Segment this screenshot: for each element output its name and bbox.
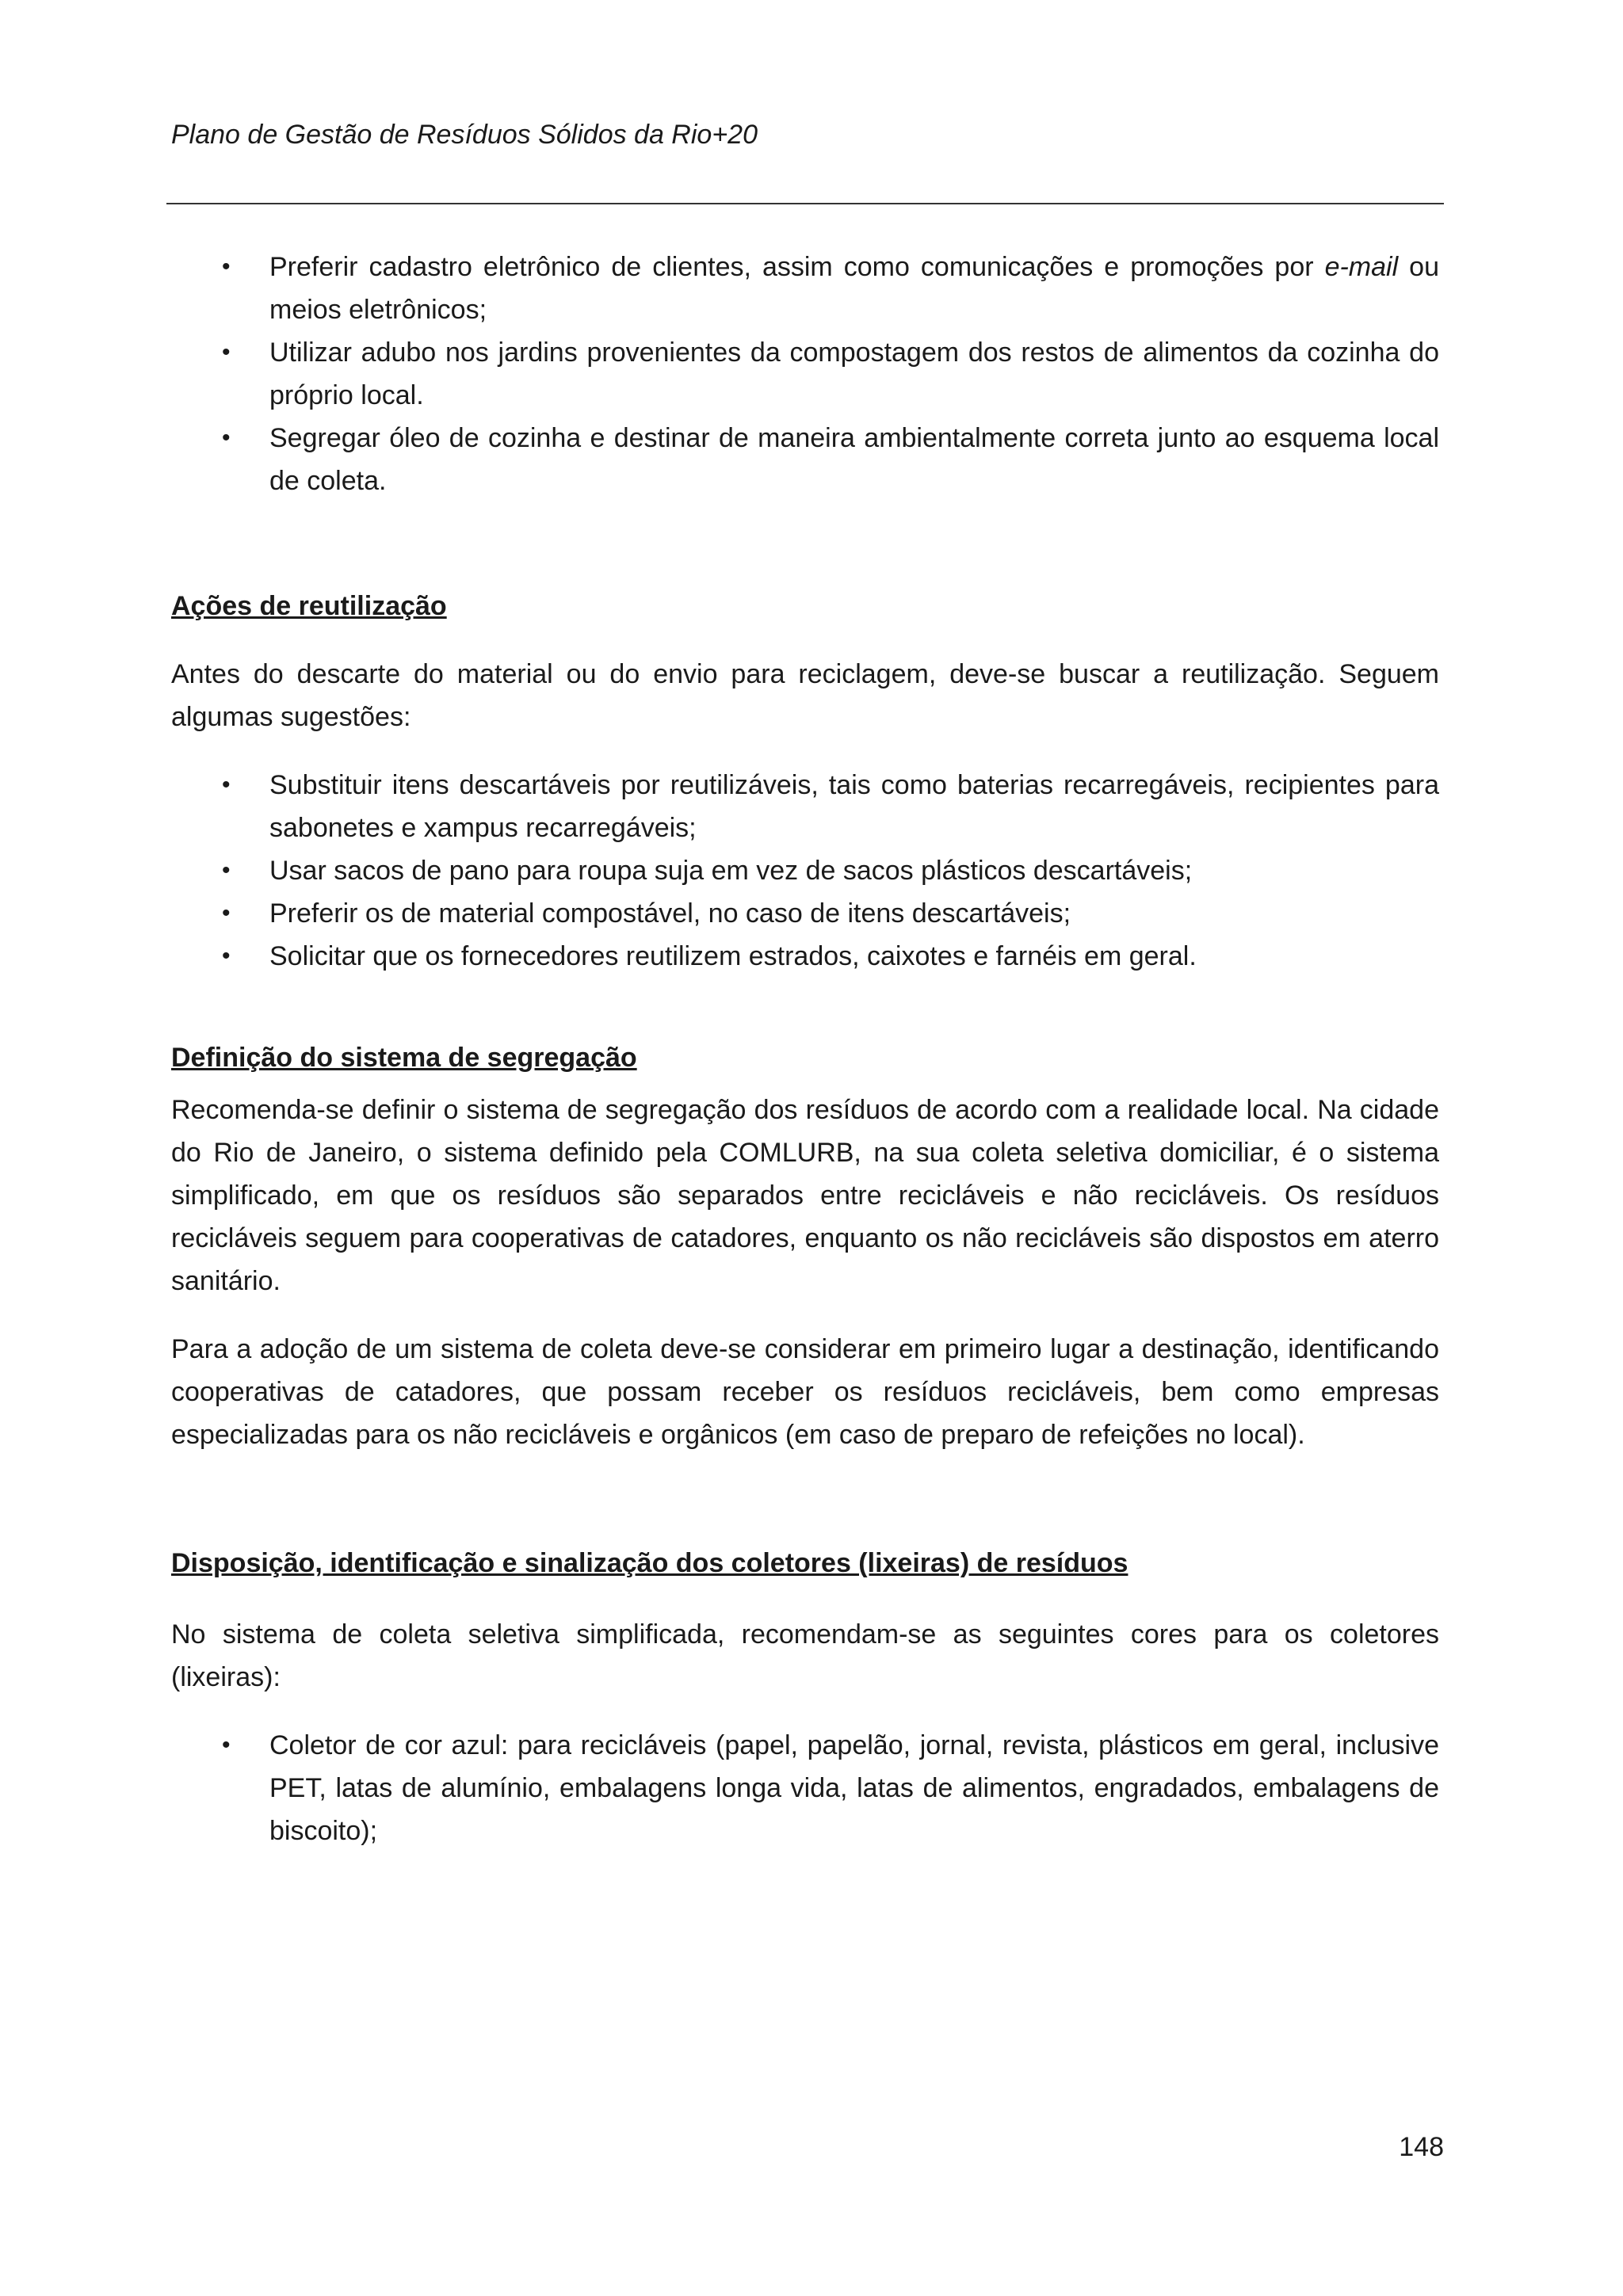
- list-item: [171, 417, 1439, 502]
- collectors-paragraph: No sistema de coleta seletiva simplificada, recomendam-se as seguintes cores para os coletores (lixeiras):: [171, 1619, 1439, 1692]
- list-item-text-end: ou meios eletrônicos;: [269, 252, 1439, 325]
- segregation-paragraph-1: Recomenda-se definir o sistema de segregação dos resíduos de acordo com a realidade local. Na cidade do Rio de Janeiro, o sistema definido pela COMLURB, na sua coleta seletiva domiciliar, é o sistema simplificado, em que os resíduos são separados entre recicláveis e não recicláveis. Os resíduos recicláveis seguem para cooperativas de catadores, enquanto os não recicláveis são dispostos em aterro sanitário.: [171, 1095, 1439, 1296]
- bullet-icon: •: [222, 254, 231, 280]
- bullet-icon: •: [222, 857, 231, 883]
- list-item: [171, 935, 1439, 978]
- list-item: [171, 1724, 1439, 1852]
- list-item-text: Preferir os de material compostável, no caso de itens descartáveis;: [269, 898, 1071, 929]
- list-item-emphasis: e-mail: [1324, 252, 1399, 282]
- list-item-text: Coletor de cor azul: para recicláveis (papel, papelão, jornal, revista, plásticos em geral, inclusive PET, latas de alumínio, embalagens longa vida, latas de alimentos, engradados, embalagens de biscoito);: [269, 1730, 1439, 1846]
- segregation-paragraph-2: Para a adoção de um sistema de coleta deve-se considerar em primeiro lugar a destinação, identificando cooperativas de catadores, que possam receber os resíduos recicláveis, bem como empresas especializadas para os não recicláveis e orgânicos (em caso de preparo de refeições no local).: [171, 1334, 1439, 1450]
- list-item: [171, 246, 1439, 331]
- list-item: [171, 331, 1439, 417]
- bullet-icon: •: [222, 772, 231, 798]
- intro-bullet-list: [171, 246, 1439, 502]
- list-item-text: Usar sacos de pano para roupa suja em vez de sacos plásticos descartáveis;: [269, 856, 1193, 886]
- section-heading-collectors: Disposição, identificação e sinalização dos coletores (lixeiras) de resíduos: [171, 1548, 1128, 1578]
- page-number: 148: [1399, 2132, 1444, 2162]
- reuse-bullet-list: [171, 764, 1439, 978]
- bullet-icon: •: [222, 943, 231, 969]
- section-heading-segregation: Definição do sistema de segregação: [171, 1043, 637, 1073]
- reuse-paragraph: Antes do descarte do material ou do envio para reciclagem, deve-se buscar a reutilização. Seguem algumas sugestões:: [171, 659, 1439, 732]
- running-header: Plano de Gestão de Resíduos Sólidos da Rio+20: [171, 120, 758, 150]
- list-item-text: Substituir itens descartáveis por reutilizáveis, tais como baterias recarregáveis, recipientes para sabonetes e xampus recarregáveis;: [269, 770, 1439, 843]
- list-item: [171, 892, 1439, 935]
- bullet-icon: •: [222, 900, 231, 926]
- list-item: [171, 764, 1439, 849]
- header-divider: [166, 203, 1444, 204]
- list-item-text: Utilizar adubo nos jardins provenientes da compostagem dos restos de alimentos da cozinha do próprio local.: [269, 338, 1439, 410]
- list-item-text: Preferir cadastro eletrônico de clientes, assim como comunicações e promoções por: [269, 252, 1325, 282]
- collectors-bullet-list: [171, 1724, 1439, 1852]
- bullet-icon: •: [222, 1732, 231, 1758]
- section-heading-reuse: Ações de reutilização: [171, 591, 447, 621]
- page-content: [171, 246, 1439, 1852]
- bullet-icon: •: [222, 339, 231, 365]
- bullet-icon: •: [222, 425, 231, 451]
- list-item-text: Segregar óleo de cozinha e destinar de maneira ambientalmente correta junto ao esquema local de coleta.: [269, 423, 1439, 496]
- list-item: [171, 849, 1439, 892]
- list-item-text: Solicitar que os fornecedores reutilizem estrados, caixotes e farnéis em geral.: [269, 941, 1197, 971]
